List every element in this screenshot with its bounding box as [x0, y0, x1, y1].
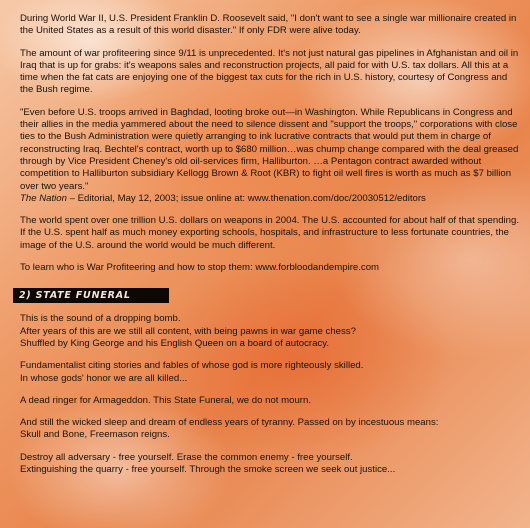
lyrics-stanza: [20, 395, 520, 407]
booklet-page: [20, 13, 520, 486]
lyric-line: Destroy all adversary - free yourself. Erase the common enemy - free yourself.: [20, 451, 353, 463]
lyric-line: This is the sound of a dropping bomb.: [20, 313, 181, 325]
paragraph-nation-quote: "Even before U.S. troops arrived in Baghdad, looting broke out—in Washington. While Republicans in Congress and their allies in the media yammered about the need to silence dissent and "support the troops," corporations with close ties to the Bush Administration were quietly arranging to ink lucrative contracts that would put them in charge of reconstructing Iraq. Bechtel's contract, worth up to $680 million…was chump change compared with the deal greased through by Vice President Cheney's old oil-services firm, Halliburton. …a Pentagon contract awarded without competition to Halliburton subsidiary Kellogg Brown & Root (KBR) to fight oil well fires is worth as much as $7 billion over two years.": [20, 106, 519, 192]
lyric-line: After years of this are we still all content, with being pawns in war game chess?: [20, 325, 356, 337]
lyric-line: And still the wicked sleep and dream of endless years of tyranny. Passed on by incestuous means:: [20, 417, 439, 429]
lyric-line: Fundamentalist citing stories and fables of whose god is more righteously skilled.: [20, 360, 364, 372]
lyric-line: In whose gods' honor we are all killed...: [20, 372, 188, 384]
lyric-line: Skull and Bone, Freemason reigns.: [20, 429, 170, 441]
paragraph-weapons-spending: The world spent over one trillion U.S. dollars on weapons in 2004. The U.S. accounted for about half of that spending. If the U.S. spent half as much money exporting schools, hospitals, and infrastructure to less fortunate countries, the image of the U.S. around the world would be much different.: [20, 215, 520, 251]
lyrics-stanza: [20, 417, 520, 442]
lyric-line: Extinguishing the quarry - free yourself. Through the smoke screen we seek out justice...: [20, 464, 396, 476]
paragraph-fdr: During World War II, U.S. President Franklin D. Roosevelt said, "I don't want to see a single war millionaire created in the United States as a result of this world disaster." If only FDR were alive today.: [20, 13, 517, 37]
quote-source: [20, 193, 520, 205]
source-title: The Nation: [20, 192, 67, 204]
lyrics-stanza: [20, 452, 520, 477]
section-heading: 2) STATE FUNERAL: [13, 288, 169, 303]
lyric-line: A dead ringer for Armageddon. This State Funeral, we do not mourn.: [20, 394, 312, 406]
lyric-line: Shuffled by King George and his English Queen on a board of autocracy.: [20, 337, 329, 349]
paragraph-profiteering: The amount of war profiteering since 9/11 is unprecedented. It's not just natural gas pipelines in Afghanistan and oil in Iraq that is up for grabs: it's weapons sales and reconstruction projects, all paid for with U.S. tax dollars. All this at a time when the fat cats are enjoying one of the biggest tax cuts for the rich in U.S. history, courtesy of Congress and the Bush regime.: [20, 47, 519, 96]
lyrics-stanza: [20, 313, 520, 350]
lyrics-stanza: [20, 360, 520, 385]
source-citation: – Editorial, May 12, 2003; issue online at: www.thenation.com/doc/20030512/editors: [66, 192, 426, 204]
paragraph-website: To learn who is War Profiteering and how to stop them: www.forbloodandempire.com: [20, 262, 380, 274]
